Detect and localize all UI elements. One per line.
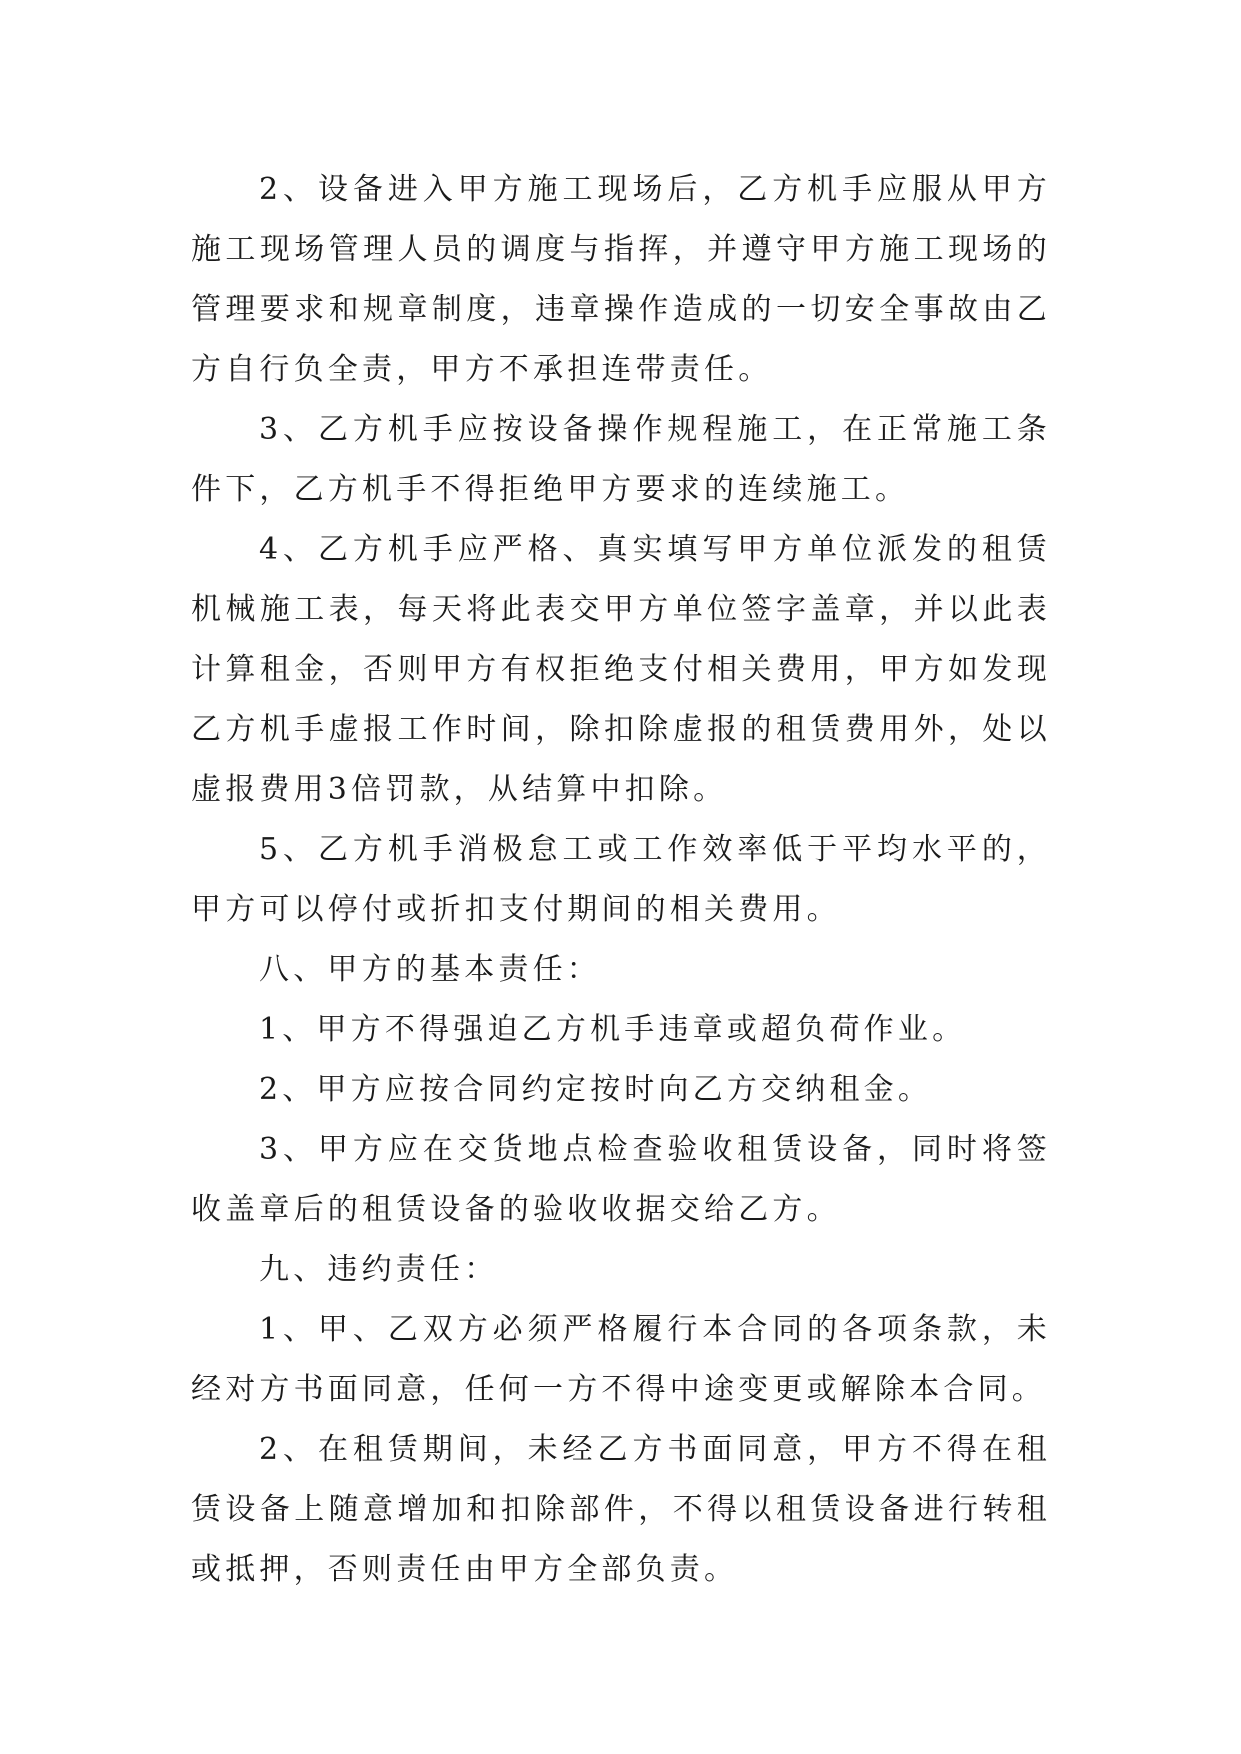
document-body (191, 160, 1051, 1600)
section-9-heading: 九、违约责任： (259, 1252, 499, 1287)
clause-7-4: 4、乙方机手应严格、真实填写甲方单位派发的租赁机械施工表，每天将此表交甲方单位签字盖章，并以此表计算租金，否则甲方有权拒绝支付相关费用，甲方如发现乙方机手虚报工作时间，除扣除虚报的租赁费用外，处以虚报费用3倍罚款，从结算中扣除。 (191, 532, 1051, 807)
clause-8-2: 2、甲方应按合同约定按时向乙方交纳租金。 (259, 1072, 933, 1107)
clause-7-5: 5、乙方机手消极怠工或工作效率低于平均水平的，甲方可以停付或折扣支付期间的相关费用。 (191, 832, 1051, 927)
clause-7-3: 3、乙方机手应按设备操作规程施工，在正常施工条件下，乙方机手不得拒绝甲方要求的连续施工。 (191, 412, 1051, 507)
clause-8-3: 3、甲方应在交货地点检查验收租赁设备，同时将签收盖章后的租赁设备的验收收据交给乙方。 (191, 1132, 1051, 1227)
section-8-heading: 八、甲方的基本责任： (259, 952, 601, 987)
clause-9-1: 1、甲、乙双方必须严格履行本合同的各项条款，未经对方书面同意，任何一方不得中途变更或解除本合同。 (191, 1312, 1051, 1407)
clause-8-1: 1、甲方不得强迫乙方机手违章或超负荷作业。 (259, 1012, 967, 1047)
clause-7-2: 2、设备进入甲方施工现场后，乙方机手应服从甲方施工现场管理人员的调度与指挥，并遵守甲方施工现场的管理要求和规章制度，违章操作造成的一切安全事故由乙方自行负全责，甲方不承担连带责任。 (191, 172, 1051, 387)
clause-9-2: 2、在租赁期间，未经乙方书面同意，甲方不得在租赁设备上随意增加和扣除部件，不得以租赁设备进行转租或抵押，否则责任由甲方全部负责。 (191, 1432, 1051, 1587)
